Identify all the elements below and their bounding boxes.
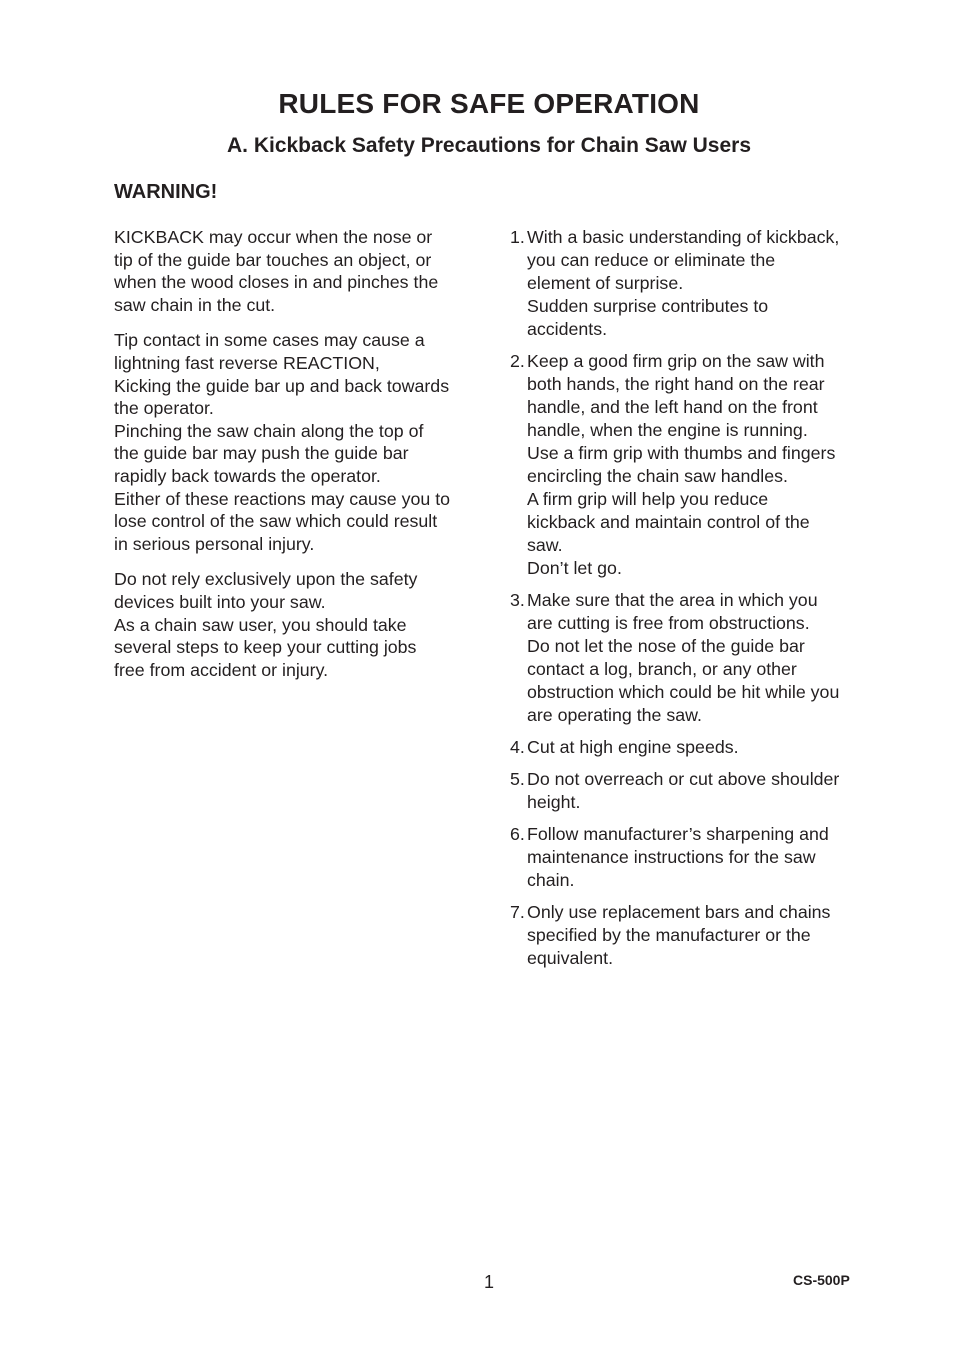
text-line: both hands, the right hand on the rear: [527, 374, 825, 394]
text-line: A firm grip will help you reduce: [527, 489, 769, 509]
text-line: Use a firm grip with thumbs and fingers: [527, 443, 836, 463]
list-item: [510, 736, 890, 759]
text-line: height.: [527, 792, 581, 812]
warning-heading: WARNING!: [114, 181, 218, 203]
list-item: [510, 350, 890, 580]
text-line: Do not rely exclusively upon the safety: [114, 569, 418, 590]
text-line: handle, and the left hand on the front: [527, 397, 818, 417]
text-line: you can reduce or eliminate the: [527, 250, 776, 270]
text-line: tip of the guide bar touches an object, or: [114, 249, 432, 270]
text-line: KICKBACK may occur when the nose or: [114, 227, 433, 247]
text-line: handle, when the engine is running.: [527, 420, 808, 440]
text-line: free from accident or injury.: [114, 659, 329, 680]
text-line: Kicking the guide bar up and back towards: [114, 375, 450, 396]
text-line: are cutting is free from obstructions.: [527, 613, 810, 633]
text-line: maintenance instructions for the saw: [527, 847, 816, 867]
list-item: [510, 823, 890, 892]
text-line: Don’t let go.: [527, 558, 622, 578]
item-number: 5.: [510, 769, 525, 789]
text-line: in serious personal injury.: [114, 533, 315, 554]
text-line: several steps to keep your cutting jobs: [114, 637, 417, 658]
list-item: [510, 901, 890, 970]
text-line: equivalent.: [527, 948, 614, 968]
page-number: 1: [484, 1272, 495, 1292]
text-line: Sudden surprise contributes to: [527, 296, 769, 316]
text-line: rapidly back towards the operator.: [114, 465, 381, 486]
section-subtitle: A. Kickback Safety Precautions for Chain Saw Users: [226, 134, 752, 157]
left-column: [114, 226, 486, 694]
precautions-list: [510, 226, 890, 979]
paragraph-safety-devices: [114, 568, 486, 681]
text-line: lose control of the saw which could result: [114, 511, 438, 532]
text-line: the operator.: [114, 398, 214, 419]
item-number: 7.: [510, 902, 525, 922]
item-number: 1.: [510, 227, 525, 247]
list-item: [510, 226, 890, 341]
text-line: specified by the manufacturer or the: [527, 925, 811, 945]
text-line: kickback and maintain control of the: [527, 512, 810, 532]
text-line: lightning fast reverse REACTION,: [114, 352, 380, 373]
text-line: Tip contact in some cases may cause a: [114, 330, 425, 351]
text-line: Make sure that the area in which you: [527, 590, 818, 610]
text-line: Do not overreach or cut above shoulder: [527, 769, 840, 789]
page-title: RULES FOR SAFE OPERATION: [278, 88, 700, 119]
text-line: Cut at high engine speeds.: [527, 737, 739, 757]
model-number: CS-500P: [793, 1272, 850, 1288]
text-line: contact a log, branch, or any other: [527, 659, 797, 679]
text-line: Only use replacement bars and chains: [527, 902, 831, 922]
paragraph-kickback: [114, 226, 486, 316]
text-line: chain.: [527, 870, 575, 890]
list-item: [510, 589, 890, 727]
text-line: when the wood closes in and pinches the: [114, 272, 439, 293]
list-item: [510, 768, 890, 814]
text-line: Either of these reactions may cause you to: [114, 488, 451, 509]
text-line: With a basic understanding of kickback,: [527, 227, 840, 247]
text-line: element of surprise.: [527, 273, 684, 293]
text-line: encircling the chain saw handles.: [527, 466, 788, 486]
item-number: 6.: [510, 824, 525, 844]
paragraph-tip-contact: [114, 329, 486, 555]
text-line: Do not let the nose of the guide bar: [527, 636, 805, 656]
item-number: 4.: [510, 737, 525, 757]
text-line: Keep a good firm grip on the saw with: [527, 351, 825, 371]
text-line: Pinching the saw chain along the top of: [114, 420, 424, 441]
text-line: saw chain in the cut.: [114, 294, 276, 315]
text-line: saw.: [527, 535, 563, 555]
item-number: 2.: [510, 351, 525, 371]
text-line: are operating the saw.: [527, 705, 702, 725]
text-line: accidents.: [527, 319, 608, 339]
text-line: obstruction which could be hit while you: [527, 682, 840, 702]
text-line: the guide bar may push the guide bar: [114, 443, 409, 464]
item-number: 3.: [510, 590, 525, 610]
text-line: As a chain saw user, you should take: [114, 614, 407, 635]
text-line: Follow manufacturer’s sharpening and: [527, 824, 829, 844]
text-line: devices built into your saw.: [114, 591, 326, 612]
